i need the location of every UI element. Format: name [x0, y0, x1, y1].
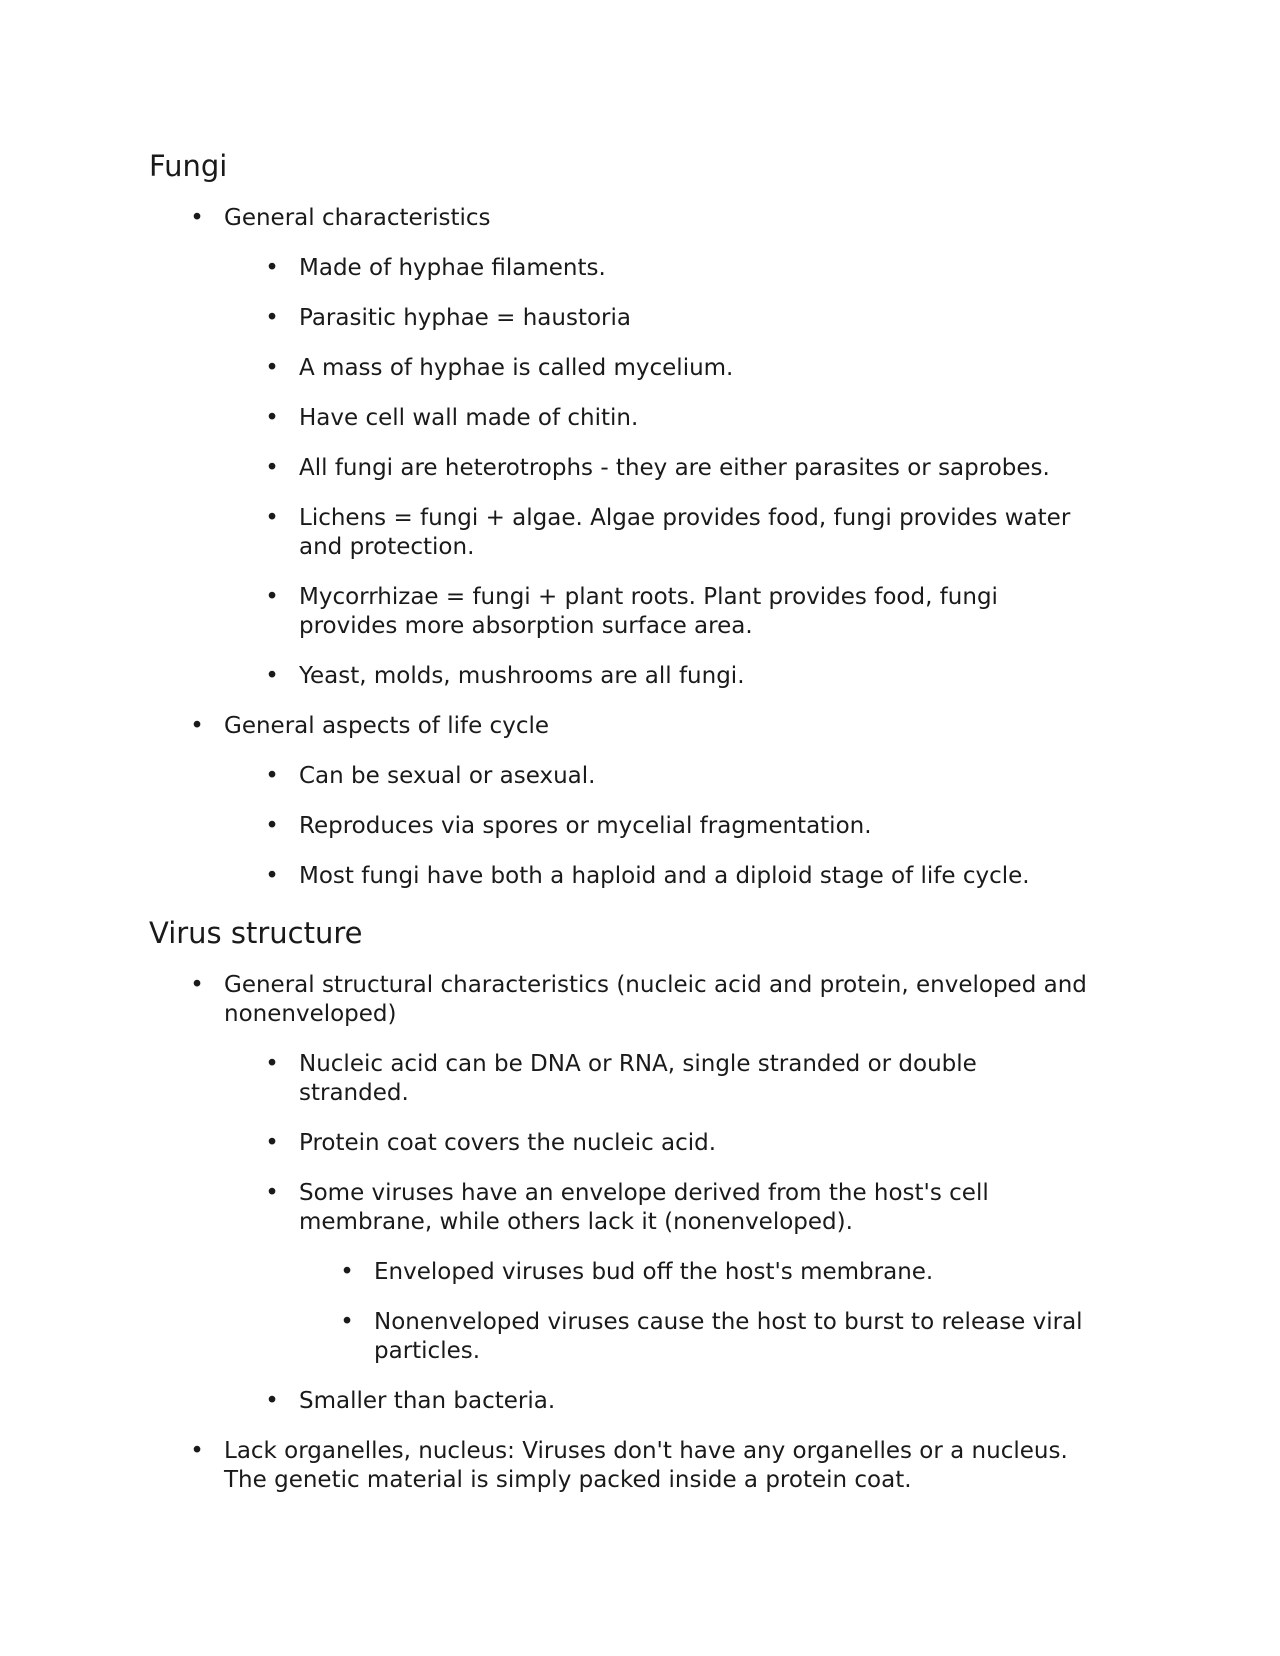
- list-item-text: Nonenveloped viruses cause the host to burst to release viral particles.: [374, 1309, 1083, 1364]
- list-item-text: Mycorrhizae = fungi + plant roots. Plant provides food, fungi provides more absorption surface area.: [299, 584, 998, 639]
- list-item-text: Made of hyphae filaments.: [299, 255, 606, 281]
- list-item: [265, 1050, 1059, 1108]
- bullet: •: [340, 1259, 354, 1285]
- list-item: [265, 404, 1129, 433]
- bullet: •: [265, 813, 279, 839]
- list-item: [190, 971, 1124, 1029]
- bullet: •: [265, 663, 279, 689]
- list-item-text: Have cell wall made of chitin.: [299, 405, 639, 431]
- list-item-text: General aspects of life cycle: [224, 713, 549, 739]
- list-item: [265, 583, 1079, 641]
- section-heading-virus-structure: Virus structure: [149, 916, 363, 950]
- bullet: •: [265, 763, 279, 789]
- bullet: •: [190, 972, 204, 998]
- list-item: [265, 254, 1129, 283]
- bullet: •: [265, 305, 279, 331]
- list-item: [265, 812, 1129, 841]
- list-item-text: General structural characteristics (nucleic acid and protein, enveloped and nonenveloped): [224, 972, 1087, 1027]
- list-item-text: Protein coat covers the nucleic acid.: [299, 1130, 717, 1156]
- list-item: [190, 204, 1124, 233]
- bullet: •: [265, 1180, 279, 1206]
- bullet: •: [265, 1388, 279, 1414]
- bullet: •: [190, 1438, 204, 1464]
- list-item: [190, 1437, 1084, 1495]
- list-item-text: Yeast, molds, mushrooms are all fungi.: [299, 663, 745, 689]
- list-item-text: Enveloped viruses bud off the host's membrane.: [374, 1259, 934, 1285]
- list-item: [265, 304, 1129, 333]
- list-item: [265, 1387, 1129, 1416]
- list-item: [265, 354, 1129, 383]
- bullet: •: [265, 405, 279, 431]
- list-item-text: Lichens = fungi + algae. Algae provides food, fungi provides water and protection.: [299, 505, 1071, 560]
- list-item: [265, 762, 1129, 791]
- list-item-text: Smaller than bacteria.: [299, 1388, 556, 1414]
- list-item-text: Parasitic hyphae = haustoria: [299, 305, 631, 331]
- list-item: [190, 712, 1124, 741]
- bullet: •: [190, 205, 204, 231]
- list-item-text: All fungi are heterotrophs - they are either parasites or saprobes.: [299, 455, 1050, 481]
- list-item: [265, 1179, 1059, 1237]
- list-item: [265, 662, 1129, 691]
- bullet: •: [340, 1309, 354, 1335]
- bullet: •: [265, 584, 279, 610]
- bullet: •: [265, 455, 279, 481]
- list-item-text: General characteristics: [224, 205, 491, 231]
- list-item: [265, 862, 1129, 891]
- bullet: •: [265, 1051, 279, 1077]
- list-item-text: Can be sexual or asexual.: [299, 763, 596, 789]
- bullet: •: [265, 863, 279, 889]
- bullet: •: [265, 355, 279, 381]
- list-item-text: Reproduces via spores or mycelial fragmentation.: [299, 813, 872, 839]
- bullet: •: [265, 255, 279, 281]
- list-item-text: Lack organelles, nucleus: Viruses don't have any organelles or a nucleus. The genetic material is simply packed inside a protein coat.: [224, 1438, 1068, 1493]
- list-item: [265, 504, 1079, 562]
- list-item: [265, 1129, 1129, 1158]
- bullet: •: [265, 505, 279, 531]
- list-item: [340, 1308, 1094, 1366]
- list-item-text: Nucleic acid can be DNA or RNA, single stranded or double stranded.: [299, 1051, 977, 1106]
- section-heading-fungi: Fungi: [149, 149, 228, 183]
- list-item: [340, 1258, 1094, 1287]
- list-item-text: Most fungi have both a haploid and a diploid stage of life cycle.: [299, 863, 1030, 889]
- list-item: [265, 454, 1129, 483]
- bullet: •: [265, 1130, 279, 1156]
- bullet: •: [190, 713, 204, 739]
- list-item-text: A mass of hyphae is called mycelium.: [299, 355, 734, 381]
- list-item-text: Some viruses have an envelope derived from the host's cell membrane, while others lack it (nonenveloped).: [299, 1180, 989, 1235]
